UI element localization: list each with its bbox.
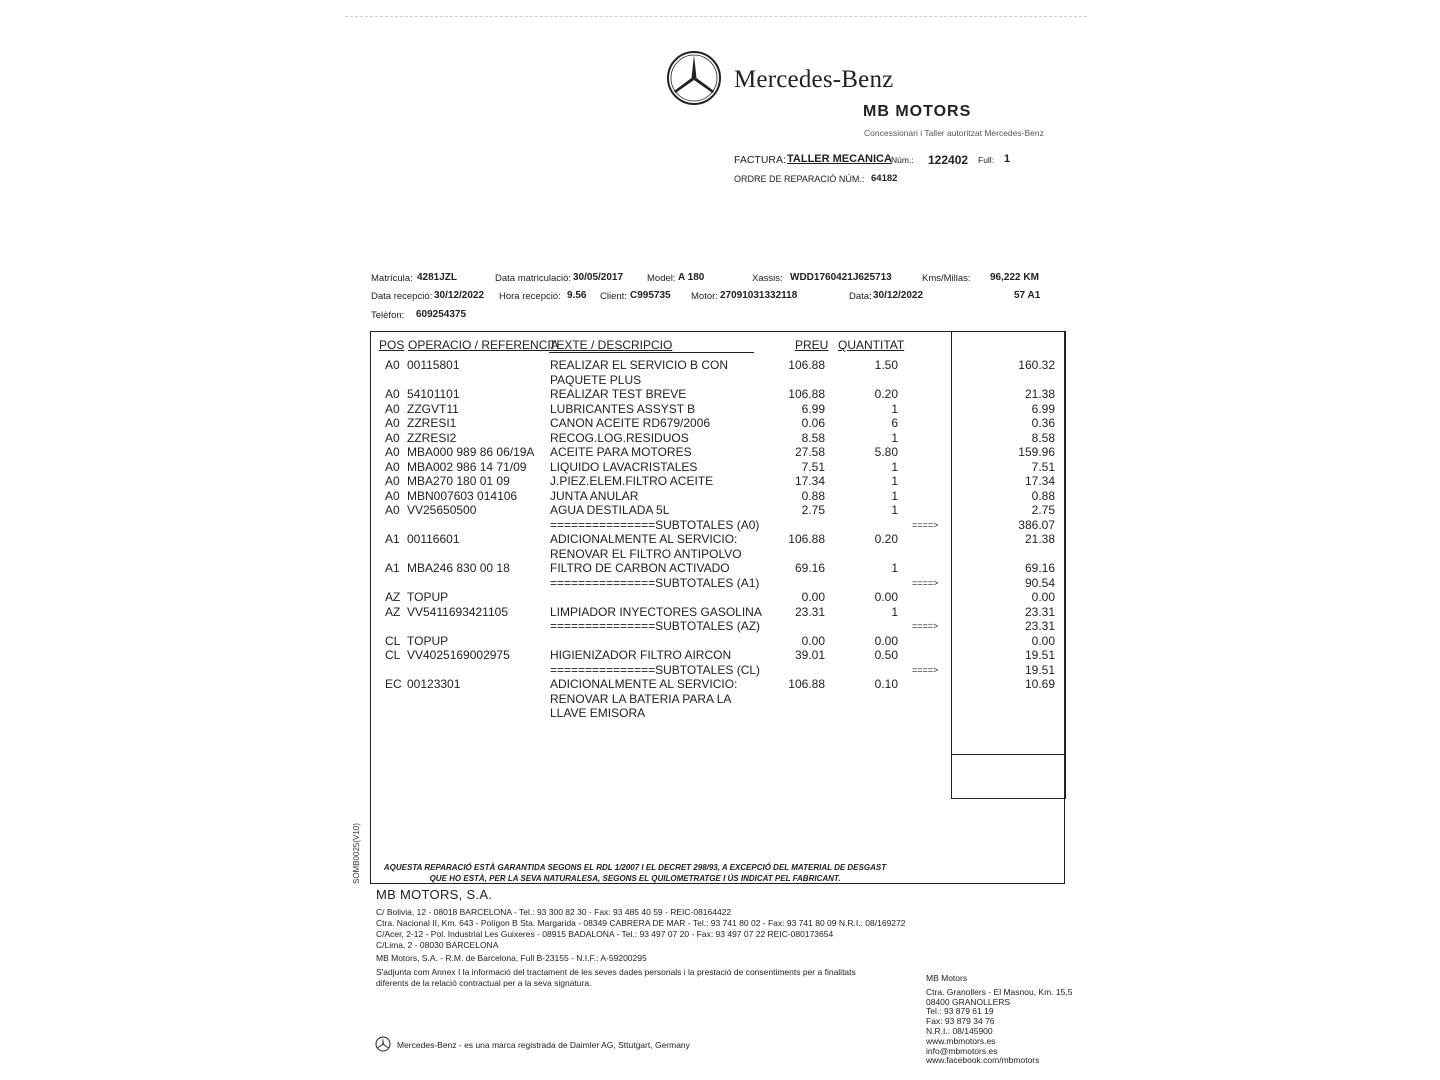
right-address-line: N.R.I.: 08/145900 bbox=[926, 1025, 993, 1036]
cell-qty: 6 bbox=[891, 416, 898, 430]
table-row bbox=[0, 663, 1440, 678]
table-row bbox=[0, 416, 1440, 431]
cell-arrow: ====> bbox=[912, 664, 939, 675]
cell-qty: 1 bbox=[891, 561, 898, 575]
cell-desc: LIQUIDO LAVACRISTALES bbox=[550, 459, 698, 474]
table-row bbox=[0, 677, 1440, 692]
cell-desc: ===============SUBTOTALES (A0) bbox=[550, 517, 760, 532]
cell-total: 21.38 bbox=[1024, 532, 1055, 546]
cell-ref: 00123301 bbox=[407, 677, 461, 691]
cell-desc: ADICIONALMENTE AL SERVICIO: bbox=[550, 677, 738, 691]
cell-pos: A0 bbox=[385, 474, 400, 488]
cell-qty: 0.20 bbox=[874, 387, 898, 401]
form-code: SOMB0025(V10) bbox=[352, 823, 361, 884]
plate-value: 4281JZL bbox=[417, 272, 458, 283]
cell-total: 6.99 bbox=[1031, 401, 1055, 416]
cell-desc: ===============SUBTOTALES (AZ) bbox=[550, 619, 761, 633]
website-link[interactable]: www.mbmotors.es bbox=[926, 1035, 996, 1046]
right-address-line: MB Motors bbox=[926, 973, 968, 983]
invoice-label: FACTURA: bbox=[734, 154, 786, 166]
cell-desc: FILTRO DE CARBON ACTIVADO bbox=[550, 561, 730, 575]
cell-total: 0.00 bbox=[1031, 633, 1055, 648]
table-row bbox=[0, 445, 1440, 460]
cell-ref: MBA000 989 86 06/19A bbox=[407, 445, 535, 459]
plate-label: Matrícula: bbox=[371, 273, 413, 284]
right-address-line: 08400 GRANOLLERS bbox=[926, 996, 1011, 1007]
model-value: A 180 bbox=[678, 272, 705, 283]
col-header-ref: OPERACIO / REFERENCIA bbox=[408, 338, 559, 352]
table-row bbox=[0, 561, 1440, 576]
cell-total: 0.36 bbox=[1031, 416, 1055, 430]
table-row bbox=[0, 387, 1440, 402]
mercedes-star-logo-icon bbox=[666, 50, 722, 106]
table-row bbox=[0, 460, 1440, 475]
col-header-desc: TEXTE / DESCRIPCIO bbox=[549, 338, 673, 352]
cell-ref: VV5411693421105 bbox=[407, 604, 508, 619]
cell-total: 0.88 bbox=[1031, 488, 1055, 503]
address-line: C/Acer, 2-12 - Pol. Industrial Les Guixeres - 08915 BADALONA - Tel.: 93 497 07 20 - Fax: 93 497 07 22 REIC-080173654 bbox=[376, 929, 834, 939]
cell-desc: LIMPIADOR INYECTORES GASOLINA bbox=[550, 604, 762, 619]
cell-ref: 00115801 bbox=[407, 358, 460, 372]
table-row bbox=[0, 402, 1440, 417]
cell-pos: A1 bbox=[385, 532, 400, 546]
model-label: Model: bbox=[647, 273, 676, 284]
right-address-line: Ctra. Granollers - El Masnou, Km. 15,5 bbox=[926, 986, 1073, 997]
cell-desc: ACEITE PARA MOTORES bbox=[550, 445, 692, 459]
cell-desc: ===============SUBTOTALES (CL) bbox=[550, 662, 761, 677]
table-row bbox=[0, 431, 1440, 446]
cell-desc: J.PIEZ.ELEM.FILTRO ACEITE bbox=[550, 474, 714, 488]
cell-desc: RECOG.LOG.RESIDUOS bbox=[550, 430, 689, 445]
guarantee-line-1: AQUESTA REPARACIÓ ESTÀ GARANTIDA SEGONS EL RDL 1/2007 I EL DECRET 298/93, A EXCEPCIÓ DEL MATERIAL DE DESGAST bbox=[383, 863, 887, 872]
cell-ref: ZZGVT11 bbox=[407, 401, 459, 416]
cell-price: 2.75 bbox=[801, 503, 825, 517]
cell-ref: MBN007603 014106 bbox=[407, 488, 518, 503]
reg-date-value: 30/05/2017 bbox=[573, 272, 624, 283]
reception-date-label: Data recepció: bbox=[371, 291, 433, 302]
km-label: Kms/Millas: bbox=[922, 273, 971, 284]
cell-qty: 0.00 bbox=[874, 590, 898, 604]
cell-price: 69.16 bbox=[794, 561, 825, 575]
facebook-link[interactable]: www.facebook.com/mbmotors bbox=[926, 1055, 1040, 1066]
invoice-num-label: Núm.: bbox=[891, 155, 914, 165]
cell-total: 10.69 bbox=[1024, 677, 1055, 691]
cell-total: 159.96 bbox=[1018, 445, 1055, 459]
cell-pos: A1 bbox=[385, 561, 400, 575]
cell-ref: ZZRESI2 bbox=[407, 430, 457, 445]
page-label: Full: bbox=[978, 155, 995, 165]
cell-price: 6.99 bbox=[801, 401, 825, 416]
table-row bbox=[0, 648, 1440, 663]
cell-desc: JUNTA ANULAR bbox=[550, 488, 639, 503]
cell-desc: ADICIONALMENTE AL SERVICIO: bbox=[550, 532, 738, 546]
company-name: MB MOTORS, S.A. bbox=[376, 887, 493, 902]
table-row bbox=[0, 489, 1440, 504]
guarantee-line-2: QUE HO ESTÀ, PER LA SEVA NATURALESA, SEGONS EL QUILOMETRATGE I ÚS INDICAT PEL FABRICANT. bbox=[429, 874, 841, 883]
table-row bbox=[0, 619, 1440, 634]
cell-price: 106.88 bbox=[788, 358, 825, 372]
cell-qty: 1 bbox=[891, 430, 898, 445]
cell-price: 0.00 bbox=[801, 590, 825, 604]
cell-total: 2.75 bbox=[1031, 503, 1055, 517]
guarantee-notice bbox=[380, 862, 890, 884]
date-label: Data: bbox=[849, 291, 872, 302]
cell-qty: 0.50 bbox=[874, 648, 898, 662]
vehicle-code: 57 A1 bbox=[1014, 290, 1041, 301]
motor-label: Motor: bbox=[691, 291, 718, 302]
cell-desc: REALIZAR EL SERVICIO B CON bbox=[550, 358, 729, 372]
col-header-qty: QUANTITAT bbox=[838, 338, 905, 352]
col-header-pos: POS bbox=[379, 338, 405, 352]
reception-time-label: Hora recepció: bbox=[499, 291, 561, 302]
cell-qty: 1 bbox=[891, 459, 898, 474]
cell-pos: A0 bbox=[385, 459, 400, 474]
cell-total: 17.34 bbox=[1024, 474, 1055, 488]
table-row bbox=[0, 518, 1440, 533]
table-row bbox=[0, 692, 1440, 707]
cell-price: 0.00 bbox=[801, 633, 825, 648]
dealer-name: MB MOTORS bbox=[863, 103, 972, 120]
date-value: 30/12/2022 bbox=[873, 290, 924, 301]
cell-desc: RENOVAR EL FILTRO ANTIPOLVO bbox=[550, 546, 742, 561]
table-row bbox=[0, 503, 1440, 518]
cell-desc: ===============SUBTOTALES (A1) bbox=[550, 575, 760, 590]
chassis-value: WDD1760421J625713 bbox=[790, 272, 892, 283]
cell-ref: TOPUP bbox=[407, 590, 449, 604]
cell-pos: AZ bbox=[385, 604, 401, 619]
chassis-label: Xassis: bbox=[752, 273, 783, 284]
cell-price: 17.34 bbox=[794, 474, 825, 488]
cell-ref: 54101101 bbox=[407, 387, 460, 401]
brand-name: Mercedes-Benz bbox=[734, 66, 894, 93]
motor-value: 27091031332118 bbox=[720, 290, 798, 301]
cell-desc: RENOVAR LA BATERIA PARA LA bbox=[550, 691, 732, 706]
cell-arrow: ====> bbox=[912, 577, 939, 588]
desc-header-underline bbox=[549, 352, 754, 353]
email-link[interactable]: info@mbmotors.es bbox=[926, 1045, 998, 1056]
cell-pos: A0 bbox=[385, 430, 400, 445]
table-row bbox=[0, 706, 1440, 721]
cell-total: 19.51 bbox=[1024, 648, 1055, 662]
cell-total: 0.00 bbox=[1031, 590, 1055, 604]
cell-total: 90.54 bbox=[1024, 575, 1055, 590]
cell-qty: 1.50 bbox=[874, 358, 898, 372]
annex-line-1: S'adjunta com Annex I la informació del tractament de les seves dades personals i la prestació de consentiments per a finalitats bbox=[376, 967, 856, 977]
cell-price: 8.58 bbox=[801, 430, 825, 445]
table-row bbox=[0, 474, 1440, 489]
top-divider bbox=[345, 16, 1087, 17]
table-row bbox=[0, 576, 1440, 591]
cell-price: 7.51 bbox=[801, 459, 825, 474]
invoice-number: 122402 bbox=[928, 153, 969, 167]
table-row bbox=[0, 634, 1440, 649]
cell-pos: A0 bbox=[385, 416, 400, 430]
cell-price: 23.31 bbox=[794, 604, 825, 619]
totals-box-divider bbox=[951, 754, 1066, 755]
cell-desc: LUBRICANTES ASSYST B bbox=[550, 401, 696, 416]
cell-price: 106.88 bbox=[788, 532, 825, 546]
table-row bbox=[0, 373, 1440, 388]
phone-value: 609254375 bbox=[416, 309, 467, 320]
cell-pos: CL bbox=[385, 633, 401, 648]
cell-ref: MBA002 986 14 71/09 bbox=[407, 459, 527, 474]
cell-price: 106.88 bbox=[788, 677, 825, 691]
cell-ref: MBA270 180 01 09 bbox=[407, 474, 510, 488]
cell-pos: AZ bbox=[385, 590, 401, 604]
cell-pos: A0 bbox=[385, 387, 400, 401]
cell-ref: TOPUP bbox=[407, 633, 449, 648]
cell-total: 19.51 bbox=[1024, 662, 1055, 677]
cell-arrow: ====> bbox=[912, 621, 939, 631]
cell-total: 23.31 bbox=[1024, 619, 1055, 633]
cell-qty: 1 bbox=[891, 474, 898, 488]
cell-pos: A0 bbox=[385, 503, 400, 517]
cell-qty: 1 bbox=[891, 604, 898, 619]
table-row bbox=[0, 532, 1440, 547]
cell-total: 386.07 bbox=[1018, 517, 1055, 532]
invoice-type: TALLER MECANICA bbox=[787, 153, 892, 165]
cell-total: 69.16 bbox=[1024, 561, 1055, 575]
order-label: ORDRE DE REPARACIÓ NÚM.: bbox=[734, 174, 865, 184]
cell-desc: LLAVE EMISORA bbox=[550, 706, 646, 720]
address-line: C/ Bolivia, 12 - 08018 BARCELONA - Tel.: 93 300 82 30 - Fax: 93 485 40 59 - REIC-08164422 bbox=[376, 907, 732, 917]
phone-label: Telèfon: bbox=[371, 310, 405, 321]
km-value: 96,222 KM bbox=[990, 272, 1039, 283]
cell-desc: PAQUETE PLUS bbox=[550, 372, 642, 387]
right-address-line: Fax: 93 879 34 76 bbox=[926, 1016, 995, 1027]
annex-notice bbox=[376, 967, 856, 989]
cell-ref: ZZRESI1 bbox=[407, 416, 457, 430]
cell-qty: 5.80 bbox=[874, 445, 898, 459]
cell-price: 106.88 bbox=[788, 387, 825, 401]
reg-date-label: Data matriculació: bbox=[495, 273, 572, 284]
cell-pos: EC bbox=[385, 677, 402, 691]
cell-price: 0.06 bbox=[801, 416, 825, 430]
cell-pos: A0 bbox=[385, 445, 400, 459]
registry-info: MB Motors, S.A. - R.M. de Barcelona, Full B-23155 - N.I.F.: A-59200295 bbox=[376, 953, 647, 963]
address-list bbox=[376, 907, 905, 951]
client-value: C995735 bbox=[630, 290, 671, 301]
reception-date-value: 30/12/2022 bbox=[434, 290, 485, 301]
table-row bbox=[0, 547, 1440, 562]
cell-total: 8.58 bbox=[1031, 430, 1055, 445]
address-line: Ctra. Nacional II, Km. 643 - Polígon B Sta. Margarida - 08349 CABRERA DE MAR - Tel.: 93 741 80 02 - Fax: 93 741 80 09 N.R.I.: 08/169272 bbox=[376, 918, 906, 928]
cell-qty: 1 bbox=[891, 503, 898, 517]
trademark-notice: Mercedes-Benz - es una marca registrada de Daimler AG, Sttutgart, Germany bbox=[397, 1040, 690, 1050]
cell-qty: 0.10 bbox=[874, 677, 898, 691]
table-row bbox=[0, 590, 1440, 605]
reception-time-value: 9.56 bbox=[567, 290, 587, 301]
cell-qty: 0.20 bbox=[874, 532, 898, 546]
cell-qty: 1 bbox=[891, 488, 898, 503]
cell-qty: 1 bbox=[891, 401, 898, 416]
cell-total: 23.31 bbox=[1024, 604, 1055, 619]
client-label: Client: bbox=[600, 291, 627, 302]
cell-ref: MBA246 830 00 18 bbox=[407, 561, 510, 575]
cell-total: 21.38 bbox=[1024, 387, 1055, 401]
cell-pos: A0 bbox=[385, 358, 400, 372]
cell-desc: CANON ACEITE RD679/2006 bbox=[550, 416, 711, 430]
cell-ref: VV4025169002975 bbox=[407, 648, 510, 662]
cell-qty: 0.00 bbox=[874, 633, 898, 648]
cell-desc: REALIZAR TEST BREVE bbox=[550, 387, 687, 401]
order-number: 64182 bbox=[871, 173, 898, 184]
cell-total: 160.32 bbox=[1018, 358, 1055, 372]
table-row bbox=[0, 358, 1440, 373]
page-number: 1 bbox=[1004, 153, 1011, 165]
cell-desc: HIGIENIZADOR FILTRO AIRCON bbox=[550, 648, 732, 662]
table-row bbox=[0, 605, 1440, 620]
cell-ref: 00116601 bbox=[407, 532, 460, 546]
col-header-price: PREU bbox=[795, 338, 829, 352]
address-line: C/Lima, 2 - 08030 BARCELONA bbox=[376, 940, 499, 950]
cell-total: 7.51 bbox=[1031, 459, 1055, 474]
cell-price: 27.58 bbox=[794, 445, 825, 459]
mercedes-star-small-icon bbox=[375, 1036, 391, 1052]
cell-price: 39.01 bbox=[794, 648, 825, 662]
cell-pos: CL bbox=[385, 648, 401, 662]
cell-pos: A0 bbox=[385, 401, 400, 416]
cell-desc: AGUA DESTILADA 5L bbox=[550, 503, 670, 517]
cell-arrow: ====> bbox=[912, 519, 939, 530]
right-address-line: Tel.: 93 879 61 19 bbox=[926, 1006, 994, 1017]
cell-price: 0.88 bbox=[801, 488, 825, 503]
cell-ref: VV25650500 bbox=[407, 503, 477, 517]
annex-line-2: diferents de la relació contractual per a la seva signatura. bbox=[376, 978, 592, 988]
cell-pos: A0 bbox=[385, 488, 400, 503]
dealer-tagline: Concessionari i Taller autoritzat Mercedes-Benz bbox=[864, 128, 1044, 138]
granollers-address bbox=[926, 974, 1072, 1066]
